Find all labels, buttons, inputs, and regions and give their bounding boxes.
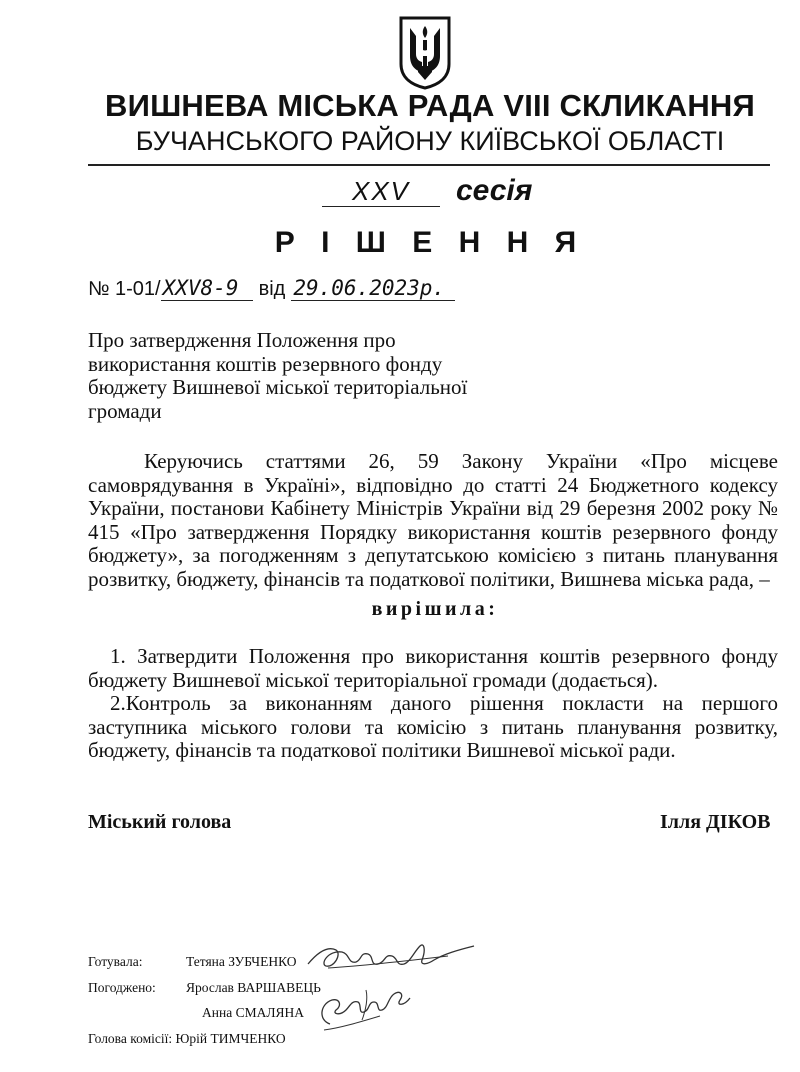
session-line: [322, 176, 552, 216]
decision-item: 1. Затвердити Положення про використання коштів резервного фонду бюджету Вишневої міської територіальної громади (додається).: [88, 644, 778, 692]
trident-coat-of-arms-icon: [398, 16, 452, 90]
agreed-name-1: Ярослав ВАРШАВЕЦЬ: [186, 980, 321, 995]
subject-line: використання коштів резервного фонду: [88, 351, 443, 376]
session-label: сесія: [456, 174, 533, 207]
commission-head: Голова комісії: Юрій ТИМЧЕНКО: [88, 1031, 286, 1046]
resolved-word: вирішила:: [371, 598, 499, 620]
mayor-position: Міський голова: [88, 811, 232, 833]
signature-zubchenko-icon: [298, 938, 478, 978]
prepared-label: Готувала:: [88, 954, 143, 969]
mayor-name: Ілля ДІКОВ: [660, 811, 771, 833]
approvals-block: [88, 950, 688, 1060]
decision-number-prefix: № 1-01/: [88, 278, 161, 300]
subject-line: бюджету Вишневої міської територіальної: [88, 375, 468, 399]
decision-date-handwritten: 29.06.2023р.: [291, 276, 455, 301]
decision-number-handwritten: XXV8-9: [161, 276, 253, 301]
preamble-paragraph: Керуючись статтями 26, 59 Закону України «Про місцеве самоврядування в Україні», відповідно до статті 24 Бюджетного кодексу України, постанови Кабінету Міністрів України від 29 березня 2002 року № 415 «Про затвердження Порядку використання коштів резервного фонду бюджету», за погодженням з депутатською комісією з питань планування розвитку, бюджету, фінансів та податкової політики, Вишнева міська рада, –: [88, 449, 778, 591]
subject-line: Про затвердження Положення про: [88, 328, 396, 352]
session-number: XXV: [322, 176, 440, 207]
subject-line: громади: [88, 398, 162, 423]
agreed-name-2: Анна СМАЛЯНА: [202, 1005, 304, 1020]
signature-smalyana-icon: [310, 980, 420, 1036]
decision-item: 2.Контроль за виконанням даного рішення покласти на першого заступника міського голови та комісію з питань планування розвитку, бюджету, фінансів та податкової політики Вишневої міської ради.: [88, 691, 778, 763]
decision-number-line: [88, 276, 455, 306]
header-divider: [88, 164, 770, 166]
decision-subject: [88, 329, 508, 423]
council-name: ВИШНЕВА МІСЬКА РАДА VIII СКЛИКАННЯ: [105, 88, 755, 123]
decision-items: [88, 645, 778, 763]
date-word: від: [258, 278, 286, 300]
council-region: БУЧАНСЬКОГО РАЙОНУ КИЇВСЬКОЇ ОБЛАСТІ: [135, 126, 725, 156]
agreed-label: Погоджено:: [88, 980, 156, 995]
preamble: [88, 450, 778, 592]
prepared-name: Тетяна ЗУБЧЕНКО: [186, 954, 297, 969]
document-type-title: Р І Ш Е Н Н Я: [274, 226, 586, 259]
